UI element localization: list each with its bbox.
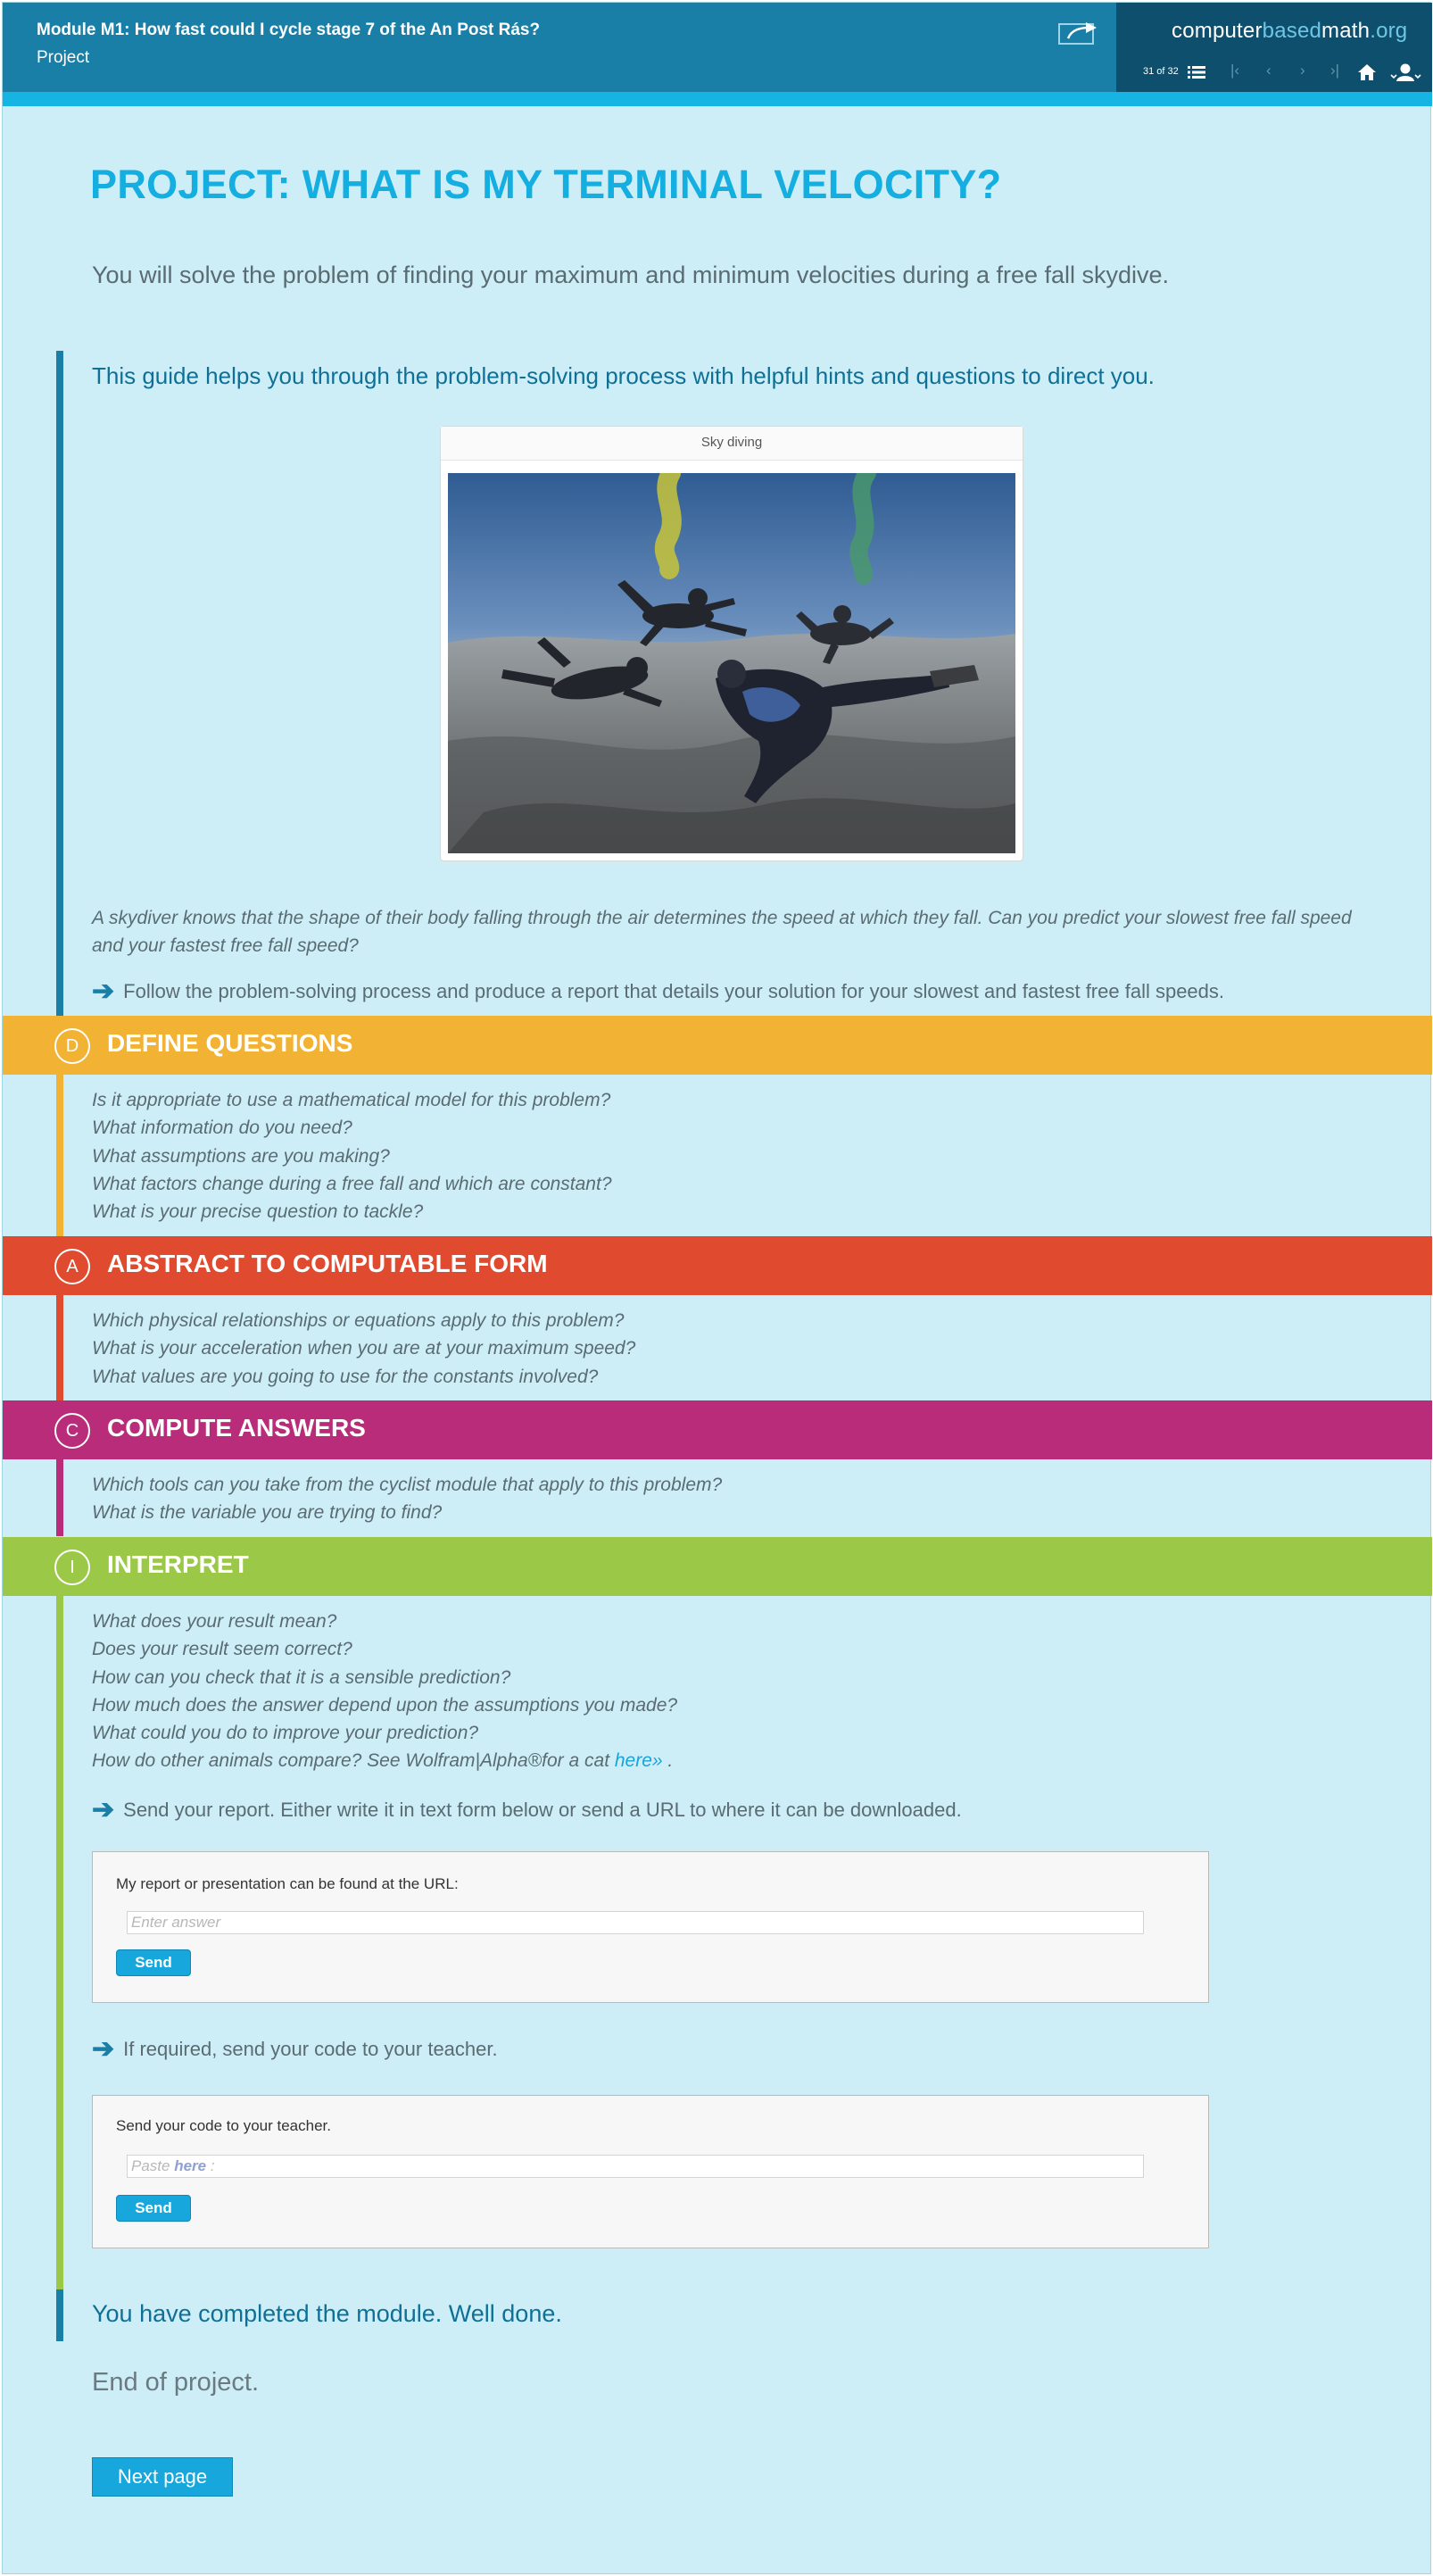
guide-bar: [56, 351, 63, 1017]
intro-text: You will solve the problem of finding your maximum and minimum velocities during a free fall skydive.: [92, 262, 1170, 288]
question-item: What values are you going to use for the constants involved?: [92, 1366, 599, 1387]
question-item: What is your acceleration when you are at your maximum speed?: [92, 1338, 636, 1359]
code-paste-input[interactable]: [127, 2155, 1144, 2178]
brand-part: based: [1262, 19, 1322, 43]
brand-part: computer: [1172, 19, 1263, 43]
module-title: Module M1: How fast could I cycle stage 7 of the An Post Rás?: [37, 21, 541, 39]
stage-letter-badge: A: [54, 1249, 90, 1284]
question-item: How much does the answer depend upon the assumptions you made?: [92, 1694, 678, 1716]
brand-panel: [1116, 3, 1432, 92]
arrow-right-icon: ➔: [92, 1795, 115, 1824]
question-item: Is it appropriate to use a mathematical model for this problem?: [92, 1090, 611, 1110]
share-icon[interactable]: [1057, 19, 1100, 46]
question-item: What is your precise question to tackle?: [92, 1201, 424, 1223]
page-frame: [2, 2, 1431, 2574]
question-item: What information do you need?: [92, 1118, 352, 1139]
arrow-right-icon: ➔: [92, 976, 115, 1006]
last-page-icon[interactable]: ›|: [1330, 62, 1340, 79]
report-url-input[interactable]: Enter answer: [127, 1911, 1144, 1934]
stage-title: INTERPRET: [107, 1550, 249, 1578]
skydivers-photo: [448, 473, 1015, 853]
completion-message: You have completed the module. Well done.: [92, 2300, 562, 2327]
input-placeholder-highlight: here: [174, 2157, 207, 2174]
contents-list-icon[interactable]: [1188, 65, 1205, 79]
end-of-project: End of project.: [92, 2368, 259, 2397]
question-item: Which physical relationships or equations apply to this problem?: [92, 1310, 625, 1331]
code-instruction: If required, send your code to your teacher.: [123, 2038, 498, 2060]
question-text: .: [662, 1750, 674, 1772]
stage-abstract-header: [3, 1236, 1432, 1295]
guide-lead: This guide helps you through the problem-solving process with helpful hints and questions to direct you.: [92, 362, 1155, 389]
code-form: [92, 2095, 1209, 2248]
code-instruction-row: [92, 2033, 498, 2065]
home-icon[interactable]: [1357, 63, 1377, 81]
figure-caption: Sky diving: [441, 427, 1023, 461]
report-send-button[interactable]: Send: [116, 1949, 191, 1976]
question-item: What is the variable you are trying to find?: [92, 1502, 443, 1524]
brand-logo[interactable]: [1172, 19, 1407, 44]
question-item: [92, 1747, 677, 1774]
stage-letter-badge: C: [54, 1413, 90, 1449]
input-placeholder: :: [206, 2157, 215, 2174]
question-item: Which tools can you take from the cyclist module that apply to this problem?: [92, 1475, 723, 1495]
interpret-bar: [56, 1596, 63, 2289]
report-instruction-row: [92, 1794, 962, 1825]
module-subtitle: Project: [37, 48, 90, 67]
completion-bar: [56, 2289, 63, 2341]
instruction-text: Follow the problem-solving process and produce a report that details your solution for your slowest and fastest free fall speeds.: [123, 980, 1225, 1002]
stage-title: ABSTRACT TO COMPUTABLE FORM: [107, 1250, 548, 1277]
define-bar: [56, 1075, 63, 1237]
question-item: What does your result mean?: [92, 1611, 337, 1632]
stage-title: COMPUTE ANSWERS: [107, 1414, 366, 1442]
interpret-questions: [92, 1608, 677, 1775]
instruction-row: [92, 976, 1224, 1007]
question-item: Does your result seem correct?: [92, 1639, 352, 1660]
question-item: What factors change during a free fall and which are constant?: [92, 1173, 612, 1194]
report-instruction: Send your report. Either write it in text form below or send a URL to where it can be downloaded.: [123, 1799, 962, 1821]
stage-interpret-header: [3, 1537, 1432, 1596]
next-page-button[interactable]: Next page: [92, 2457, 233, 2497]
report-form: [92, 1851, 1209, 2003]
top-header: [3, 3, 1432, 92]
brand-part: math: [1321, 19, 1371, 43]
wolfram-alpha-link[interactable]: here»: [614, 1750, 663, 1772]
page-counter: 31 of 32: [1143, 66, 1179, 77]
first-page-icon[interactable]: |‹: [1230, 62, 1240, 79]
question-item: What assumptions are you making?: [92, 1145, 390, 1167]
header-accent-strip: [3, 92, 1432, 106]
define-questions: [92, 1086, 612, 1226]
page-title: PROJECT: WHAT IS MY TERMINAL VELOCITY?: [90, 162, 1002, 207]
input-placeholder: Paste: [131, 2157, 175, 2174]
stage-compute-header: [3, 1400, 1432, 1459]
code-form-label: Send your code to your teacher.: [116, 2117, 331, 2134]
stage-letter-badge: I: [54, 1550, 90, 1585]
arrow-right-icon: ➔: [92, 2034, 115, 2064]
abstract-questions: [92, 1307, 635, 1391]
prev-page-icon[interactable]: ‹: [1266, 62, 1271, 79]
question-text: How do other animals compare? See Wolfram|Alpha®for a cat: [92, 1750, 615, 1772]
compute-questions: [92, 1471, 722, 1527]
question-item: How can you check that it is a sensible prediction?: [92, 1666, 511, 1688]
user-menu-icon[interactable]: [1389, 62, 1421, 82]
next-page-icon[interactable]: ›: [1300, 62, 1305, 79]
question-item: What could you do to improve your prediction?: [92, 1723, 479, 1744]
brand-part: .org: [1370, 19, 1408, 43]
stage-title: DEFINE QUESTIONS: [107, 1029, 353, 1057]
figure-sky-diving: [440, 426, 1023, 861]
compute-bar: [56, 1459, 63, 1536]
stage-define-header: [3, 1016, 1432, 1075]
stage-letter-badge: D: [54, 1028, 90, 1064]
report-form-label: My report or presentation can be found at the URL:: [116, 1875, 459, 1892]
abstract-bar: [56, 1295, 63, 1400]
scenario-text: A skydiver knows that the shape of their body falling through the air determines the speed at which they fall. Can you predict your slowest free fall speed and your fastest free fall speed?: [92, 908, 1352, 956]
code-send-button[interactable]: Send: [116, 2195, 191, 2222]
